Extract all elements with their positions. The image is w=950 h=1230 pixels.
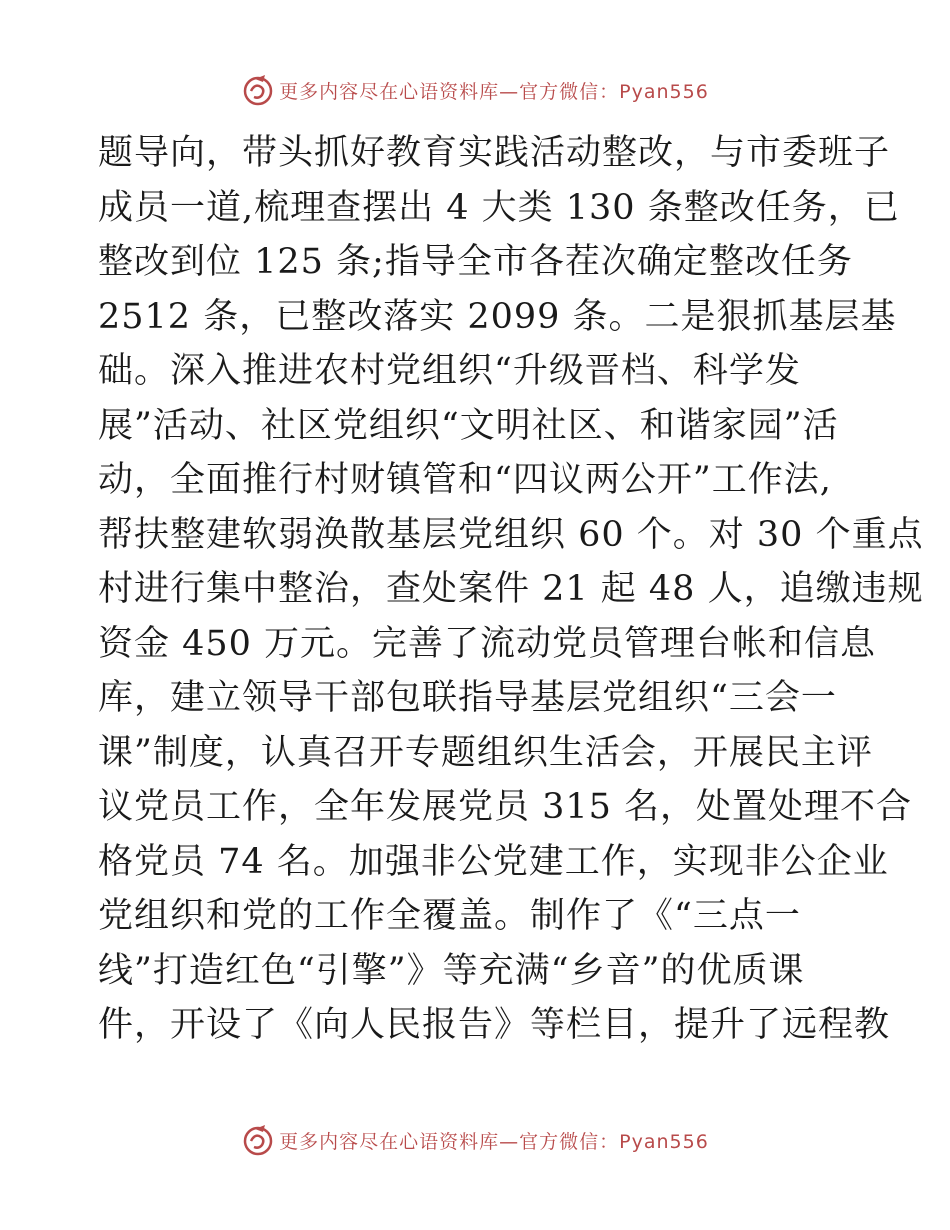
brain-logo-icon bbox=[241, 73, 275, 107]
text-line: 成员一道,梳理查摆出 4 大类 130 条整改任务，已 bbox=[98, 187, 900, 228]
header-watermark bbox=[0, 70, 950, 110]
text-line: 题导向，带头抓好教育实践活动整改，与市委班子 bbox=[98, 133, 891, 173]
text-line: 帮扶整建软弱涣散基层党组织 60 个。对 30 个重点 bbox=[98, 514, 924, 555]
text-line: 议党员工作，全年发展党员 315 名，处置处理不合 bbox=[98, 787, 913, 827]
text-line: 础。深入推进农村党组织“升级晋档、科学发 bbox=[98, 351, 801, 391]
document-body bbox=[98, 126, 924, 1053]
text-line: 库，建立领导干部包联指导基层党组织“三会一 bbox=[98, 678, 837, 718]
text-line: 展”活动、社区党组织“文明社区、和谐家园”活 bbox=[98, 405, 839, 446]
watermark-text: 更多内容尽在心语资料库—官方微信：Pyan556 bbox=[279, 1130, 709, 1153]
text-line: 2512 条，已整改落实 2099 条。二是狠抓基层基 bbox=[98, 296, 897, 337]
text-line: 整改到位 125 条;指导全市各茬次确定整改任务 bbox=[98, 242, 853, 282]
footer-watermark bbox=[0, 1120, 950, 1160]
text-line: 格党员 74 名。加强非公党建工作，实现非公企业 bbox=[98, 841, 889, 882]
brain-logo-icon bbox=[241, 1123, 275, 1157]
text-line: 课”制度，认真召开专题组织生活会，开展民主评 bbox=[98, 732, 873, 773]
text-line: 动，全面推行村财镇管和“四议两公开”工作法, bbox=[98, 460, 832, 500]
text-line: 件，开设了《向人民报告》等栏目，提升了远程教 bbox=[98, 1005, 891, 1045]
text-line: 党组织和党的工作全覆盖。制作了《“三点一 bbox=[98, 896, 801, 936]
watermark-text: 更多内容尽在心语资料库—官方微信：Pyan556 bbox=[279, 80, 709, 103]
text-line: 资金 450 万元。完善了流动党员管理台帐和信息 bbox=[98, 623, 877, 664]
text-line: 村进行集中整治，查处案件 21 起 48 人，追缴违规 bbox=[98, 569, 924, 609]
text-line: 线”打造红色“引擎”》等充满“乡音”的优质课 bbox=[98, 950, 805, 991]
